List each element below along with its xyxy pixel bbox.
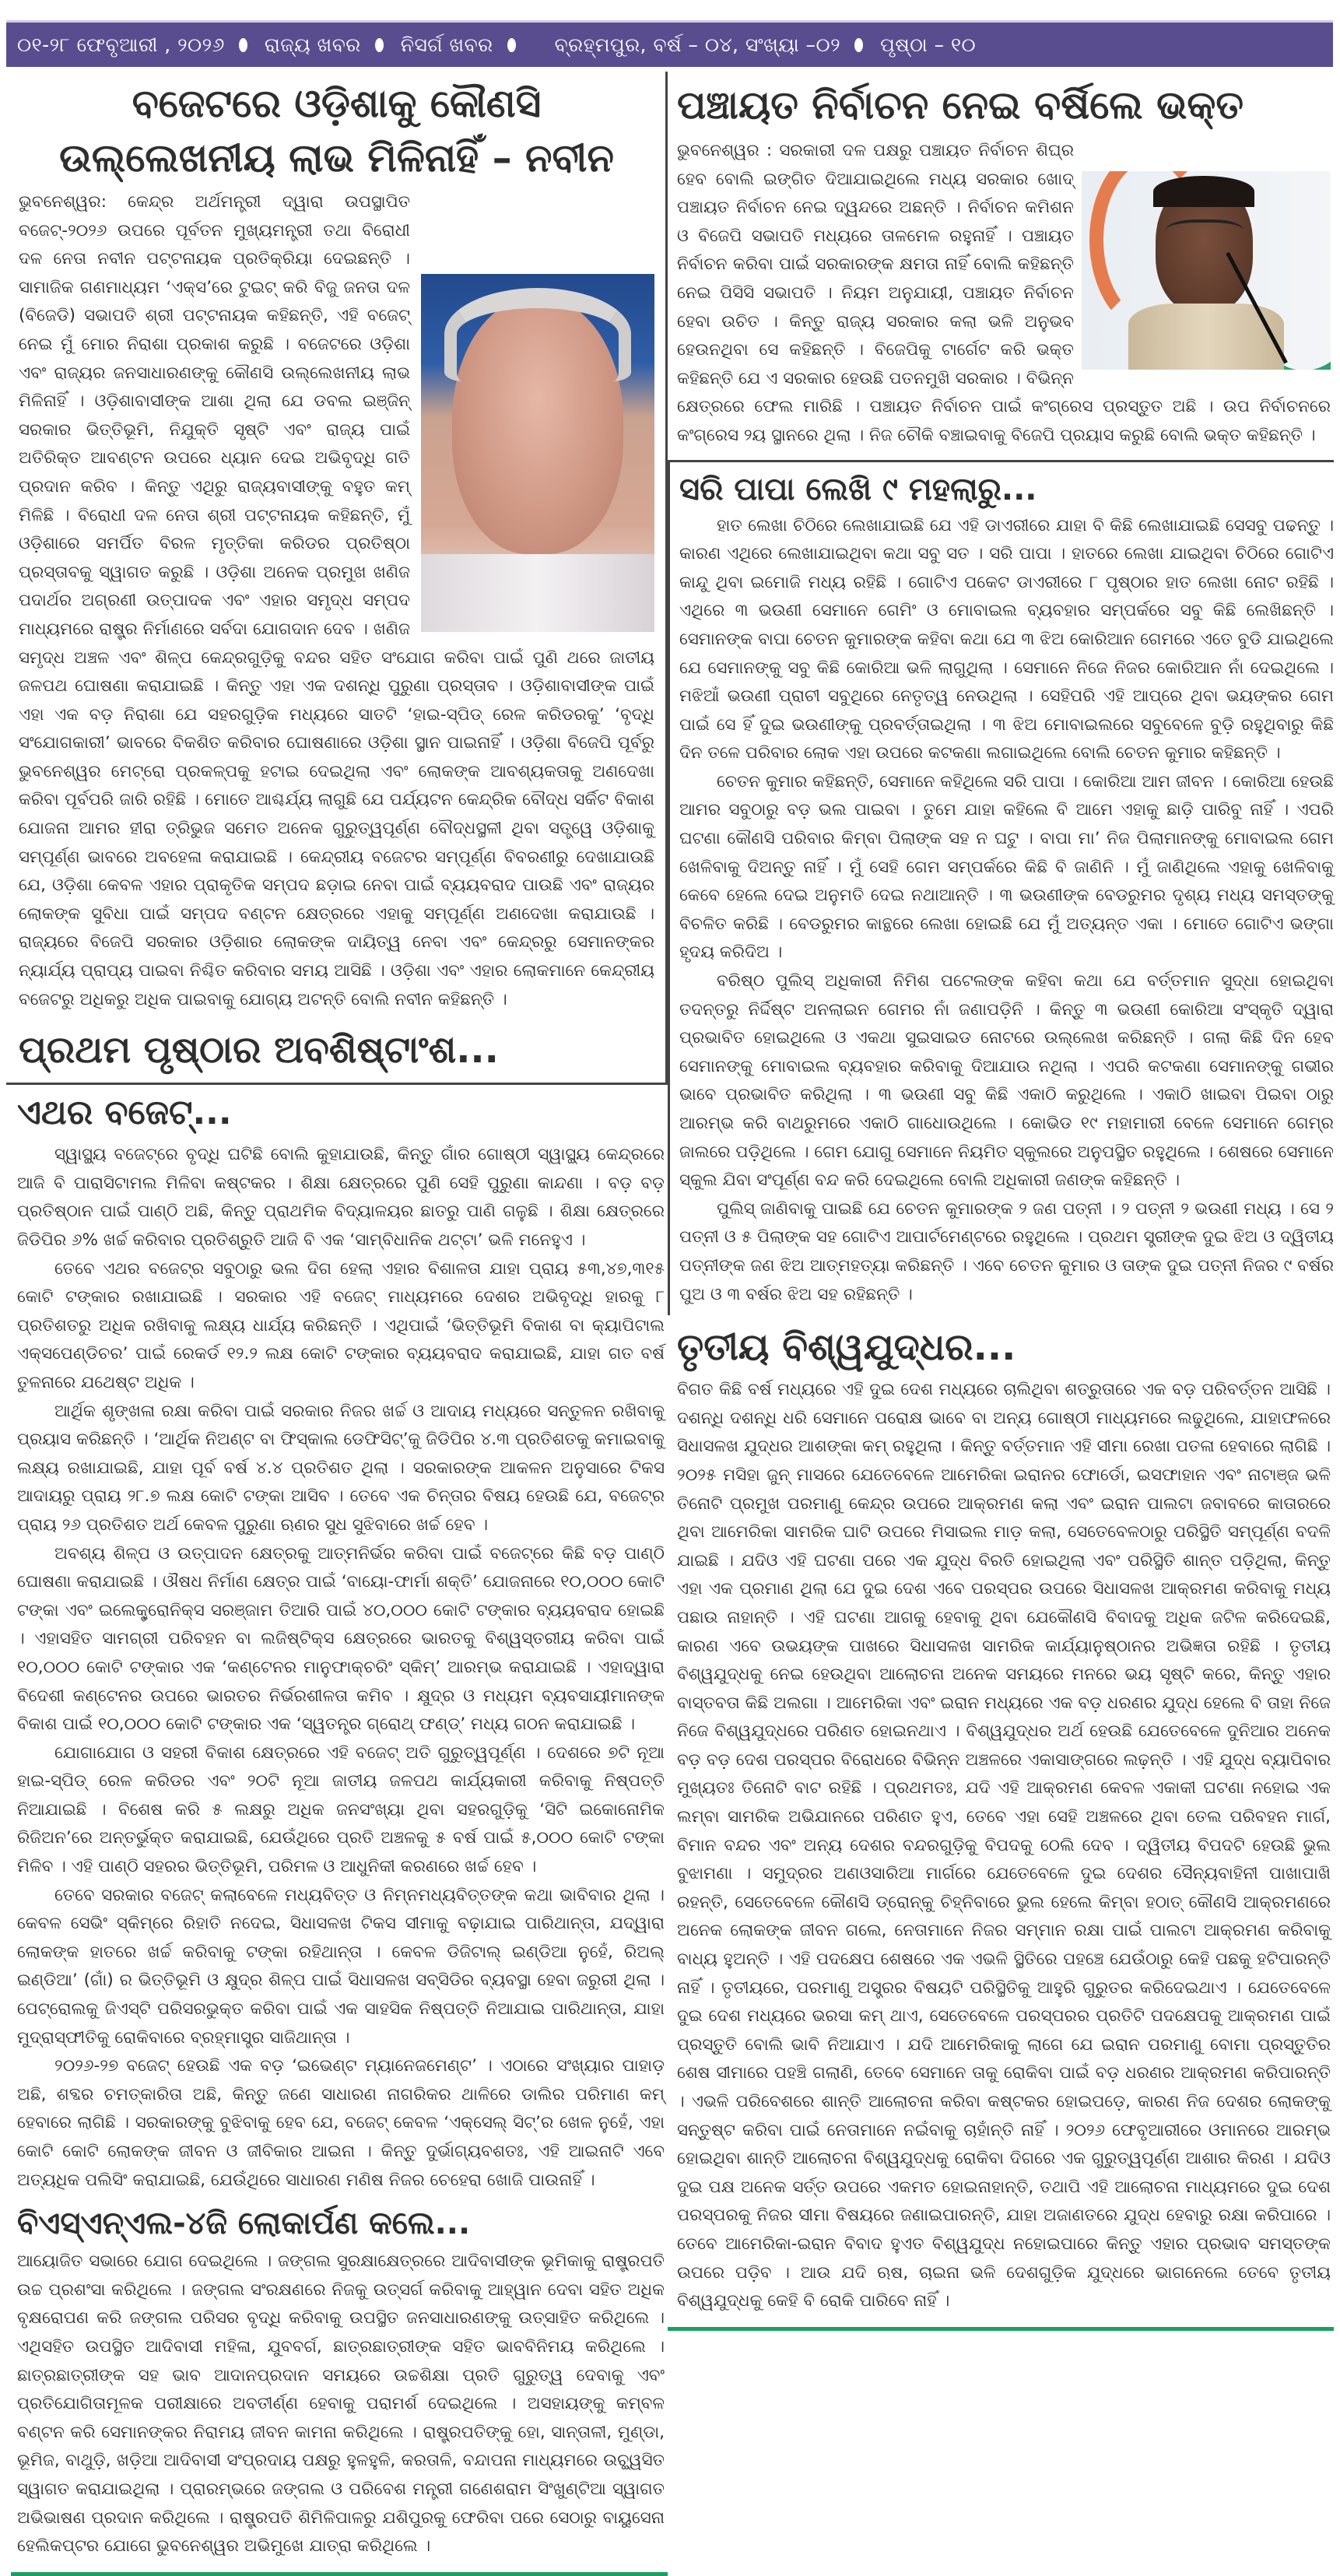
budget-paragraph: ୨୦୨୬-୨୭ ବଜେଟ୍ ହେଉଛି ଏକ ବଡ଼ ‘ଇଭେଣ୍ଟ ମ୍ୟାନେଜମେଣ୍ଟ’ । ଏଠାରେ ସଂଖ୍ୟାର ପାହାଡ଼ ଅଛି, ଶବ୍ଦର ଚମତ୍କାରିତା ଅଛି, କିନ୍ତୁ ଜଣେ ସାଧାରଣ ନାଗରିକର ଥାଳିରେ ଡାଲିର ପରିମାଣ କମ୍ ହେବାରେ ଲାଗିଛି । ସରକାରଙ୍କୁ ବୁଝିବାକୁ ହେବ ଯେ, ବଜେଟ୍ କେବଳ ‘ଏକ୍ସେଲ୍ ସିଟ୍’ର ଖେଳ ନୁହେଁ, ଏହା କୋଟି କୋଟି ଲୋକଙ୍କ ଜୀବନ ଓ ଜୀବିକାର ଆଇନା । କିନ୍ତୁ ଦୁର୍ଭାଗ୍ୟବଶତଃ, ଏହି ଆଇନାଟି ଏବେ ଅତ୍ୟଧିକ ପଲିସିଂ କରାଯାଇଛି, ଯେଉଁଥିରେ ସାଧାରଣ ମଣିଷ ନିଜର ଚେହେରା ଖୋଜି ପାଉନାହିଁ । <box>17 2056 665 2190</box>
section-title-world-war: ତୃତୀୟ ବିଶ୍ୱଯୁଦ୍ଧର... <box>677 1325 1016 1370</box>
article-sari-papa <box>668 460 1334 1316</box>
bullet-icon <box>375 38 384 52</box>
article-budget <box>6 1085 668 2561</box>
sari-papa-paragraph: ବରିଷ୍ଠ ପୁଲିସ୍ ଅଧିକାରୀ ନିମିଶ ପଟେଲଙ୍କ କହିବା କଥା ଯେ ବର୍ତ୍ତମାନ ସୁଦ୍ଧା ହୋଇଥିବା ତଦନ୍ତରୁ ନିର୍ଦ୍ଦିଷ୍ଟ ଅନଲାଇନ ଗେମର ନାଁ ଜଣାପଡ଼ିନି । କିନ୍ତୁ ୩ ଭଉଣୀ କୋରିଆ ସଂସ୍କୃତି ଦ୍ୱାରା ପ୍ରଭାବିତ ହୋଇଥିଲେ ଓ ଏକଥା ସୁଇସାଇଡ ନୋଟରେ ଉଲ୍ଲେଖ କରିଛନ୍ତି । ଗଲା କିଛି ଦିନ ହେବ ସେମାନଙ୍କୁ ମୋବାଇଲ ବ୍ୟବହାର କରିବାକୁ ଦିଆଯାଉ ନଥିଲା । ଏପରି କଟକଣା ସେମାନଙ୍କୁ ଗଭୀର ଭାବେ ପ୍ରଭାବିତ କରିଥିଲା । ୩ ଭଉଣୀ ସବୁ କିଛି ଏକାଠି କରୁଥିଲେ । ଏକାଠି ଖାଇବା ପିଇବା ଠାରୁ ଆରମ୍ଭ କରି ବାଥରୁମରେ ଏକାଠି ଗାଧୋଉଥିଲେ । କୋଭିଡ ୧୯ ମହାମାରୀ ବେଳେ ସେମାନେ ଗେମ୍‌ର ଜାଲରେ ପଡ଼ିଥିଲେ । ଗେମ ଯୋଗୁ ସେମାନେ ନିୟମିତ ସ୍କୁଲରେ ଅନୁପସ୍ଥିତ ରହୁଥିଲେ । ଶେଷରେ ସେମାନେ ସ୍କୁଲ ଯିବା ସଂପୂର୍ଣ୍ଣ ବନ୍ଦ କରି ଦେଇଥିଲେ ବୋଲି ଅଧିକାରୀ ଜଣଙ୍କ କହିଛନ୍ତି । <box>679 971 1334 1191</box>
section-title-sari-papa: ସରି ପାପା ଲେଖି ୯ ମହଲାରୁ... <box>679 471 1037 507</box>
section-title-bsnl: ବିଏସ୍‌ଏନ୍‌ଏଲ-୪ଜି ଲୋକାର୍ପଣ କଲେ... <box>17 2206 471 2242</box>
sari-papa-paragraph: ପୁଲିସ୍ ଜାଣିବାକୁ ପାଇଛି ଯେ ଚେତନ କୁମାରଙ୍କ ୨ ଜଣ ପତ୍ନୀ । ୨ ପତ୍ନୀ ୨ ଭଉଣୀ ମଧ୍ୟ । ସେ ୨ ପତ୍ନୀ ଓ ୫ ପିଲାଙ୍କ ସହ ଗୋଟିଏ ଆପାର୍ଟମେଣ୍ଟରେ ରହୁଥିଲେ । ପ୍ରଥମ ସ୍ତ୍ରୀଙ୍କ ଦୁଇ ଝିଅ ଓ ଦ୍ୱିତୀୟ ପତ୍ନୀଙ୍କ ଜଣ ଝିଅ ଆତ୍ମହତ୍ୟା କରିଛନ୍ତି । ଏବେ ଚେତନ କୁମାର ଓ ତାଙ୍କ ଦୁଇ ପତ୍ନୀ ନିଜର ୯ ବର୍ଷର ପୁଅ ଓ ୩ ବର୍ଷର ଝିଅ ସହ ରହିଛନ୍ତି । <box>679 1199 1334 1304</box>
portrait-hair <box>1153 176 1254 207</box>
budget-paragraph: ସ୍ୱାସ୍ଥ୍ୟ ବଜେଟ୍‌ରେ ବୃଦ୍ଧି ଘଟିଛି ବୋଲି କୁହାଯାଉଛି, କିନ୍ତୁ ଗାଁର ଗୋଷ୍ଠୀ ସ୍ୱାସ୍ଥ୍ୟ କେନ୍ଦ୍ରରେ ଆଜି ବି ପାରାସିଟାମଲ ମିଳିବା କଷ୍ଟକର । ଶିକ୍ଷା କ୍ଷେତ୍ରରେ ପୁଣି ସେହି ପୁରୁଣା କାନ୍ଦଣା । ବଡ଼ ବଡ଼ ପ୍ରତିଷ୍ଠାନ ପାଇଁ ପାଣ୍ଠି ଅଛି, କିନ୍ତୁ ପ୍ରାଥମିକ ବିଦ୍ୟାଳୟର ଛାତରୁ ପାଣି ଗଳୁଛି । ଶିକ୍ଷା କ୍ଷେତ୍ରରେ ଜିଡିପିର ୬% ଖର୍ଚ୍ଚ କରିବାର ପ୍ରତିଶ୍ରୁତି ଆଜି ବି ଏକ ‘ସାମ୍ବିଧାନିକ ଥଟ୍ଟା’ ଭଳି ମନେହୁଏ । <box>17 1145 665 1250</box>
page-columns <box>0 72 1340 2576</box>
sari-papa-paragraph: ଚେତନ କୁମାର କହିଛନ୍ତି, ସେମାନେ କହିଥିଲେ ସରି ପାପା । କୋରିଆ ଆମ ଜୀବନ । କୋରିଆ ହେଉଛି ଆମର ସବୁଠାରୁ ବଡ଼ ଭଲ ପାଇବା । ତୁମେ ଯାହା କହିଲେ ବି ଆମେ ଏହାକୁ ଛାଡ଼ି ପାରିବୁ ନାହିଁ । ଏପରି ଘଟଣା କୌଣସି ପରିବାର କିମ୍ବା ପିଲାଙ୍କ ସହ ନ ଘଟୁ । ବାପା ମା’ ନିଜ ପିଲାମାନଙ୍କୁ ମୋବାଇଲ ଗେମ ଖେଳିବାକୁ ଦିଅନ୍ତୁ ନାହିଁ । ମୁଁ ସେହି ଗେମ ସମ୍ପର୍କରେ କିଛି ବି ଜାଣିନି । ମୁଁ ଜାଣିଥିଲେ ଏହାକୁ ଖେଳିବାକୁ କେବେ ହେଲେ ଦେଇ ଅନୁମତି ଦେଇ ନଥାଆନ୍ତି । ୩ ଭଉଣୀଙ୍କ ବେଡରୁମର ଦୃଶ୍ୟ ମଧ୍ୟ ସମସ୍ତଙ୍କୁ ବିଚଳିତ କରିଛି । ବେଡରୁମର କାନ୍ଥରେ ଲେଖା ହୋଇଛି ଯେ ମୁଁ ଅତ୍ୟନ୍ତ ଏକା । ମୋତେ ଗୋଟିଏ ଭଙ୍ଗା ହୃଦୟ କରିଦିଅ । <box>679 771 1334 963</box>
article-body-naveen: ଭୁବନେଶ୍ୱର: କେନ୍ଦ୍ର ଅର୍ଥମନ୍ତ୍ରୀ ଦ୍ୱାରା ଉପସ୍ଥାପିତ ବଜେଟ୍-୨୦୨୬ ଉପରେ ପୂର୍ବତନ ମୁଖ୍ୟମନ୍ତ୍ରୀ ତଥା ବିରୋଧୀ ଦଳ ନେତା ନବୀନ ପଟ୍ଟନାୟକ ପ୍ରତିକ୍ରିୟା ଦେଇଛନ୍ତି । ସାମାଜିକ ଗଣମାଧ୍ୟମ ‘ଏକ୍ସ’ରେ ଟୁଇଟ୍ କରି ବିଜୁ ଜନତା ଦଳ (ବିଜେଡି) ସଭାପତି ଶ୍ରୀ ପଟ୍ଟନାୟକ କହିଛନ୍ତି, ଏହି ବଜେଟ୍ ନେଇ ମୁଁ ମୋର ନିରାଶା ପ୍ରକାଶ କରୁଛି । ବଜେଟରେ ଓଡ଼ିଶା ଏବଂ ରାଜ୍ୟର ଜନସାଧାରଣଙ୍କୁ କୌଣସି ଉଲ୍ଲେଖନୀୟ ଲାଭ ମିଳିନାହିଁ । ଓଡ଼ିଶାବାସୀଙ୍କ ଆଶା ଥିଲା ଯେ ଡବଲ ଇଞ୍ଜିନ୍ ସରକାର ଭିତ୍ତିଭୂମି, ନିଯୁକ୍ତି ସୃଷ୍ଟି ଏବଂ ରାଜ୍ୟ ପାଇଁ ଅତିରିକ୍ତ ଆବଣ୍ଟନ ଉପରେ ଧ୍ୟାନ ଦେଇ ଅଭିବୃଦ୍ଧି ଗତି ପ୍ରଦାନ କରିବ । କିନ୍ତୁ ଏଥିରୁ ରାଜ୍ୟବାସୀଙ୍କୁ ବହୁତ କମ୍ ମିଳିଛି । ବିରୋଧୀ ଦଳ ନେତା ଶ୍ରୀ ପଟ୍ଟନାୟକ କହିଛନ୍ତି, ମୁଁ ଓଡ଼ିଶାରେ ସମର୍ପିତ ବିରଳ ମୃତ୍ତିକା କରିଡର ପ୍ରତିଷ୍ଠା ପ୍ରସ୍ତାବକୁ ସ୍ୱାଗତ କରୁଛି । ଓଡ଼ିଶା ଅନେକ ପ୍ରମୁଖ ଖଣିଜ ପଦାର୍ଥର ଅଗ୍ରଣୀ ଉତ୍ପାଦକ ଏବଂ ଏହାର ସମୃଦ୍ଧ ସମ୍ପଦ ମାଧ୍ୟମରେ ରାଷ୍ଟ୍ର ନିର୍ମାଣରେ ସର୍ବଦା ଯୋଗଦାନ ଦେବ । ଖଣିଜ ସମୃଦ୍ଧ ଅଞ୍ଚଳ ଏବଂ ଶିଳ୍ପ କେନ୍ଦ୍ରଗୁଡ଼ିକୁ ବନ୍ଦର ସହିତ ସଂଯୋଗ କରିବା ପାଇଁ ପୁଣି ଥରେ ଜାତୀୟ ଜଳପଥ ଘୋଷଣା କରାଯାଇଛି । କିନ୍ତୁ ଏହା ଏକ ଦଶନ୍ଧି ପୁରୁଣା ପ୍ରସ୍ତାବ । ଓଡ଼ିଶାବାସୀଙ୍କ ପାଇଁ ଏହା ଏକ ବଡ଼ ନିରାଶା ଯେ ସହରଗୁଡ଼ିକ ମଧ୍ୟରେ ସାତଟି ‘ହାଇ-ସ୍ପିଡ୍ ରେଳ କରିଡରକୁ’ ‘ବୃଦ୍ଧି ସଂଯୋଗକାରୀ’ ଭାବରେ ବିକଶିତ କରିବାର ଘୋଷଣାରେ ଓଡ଼ିଶା ସ୍ଥାନ ପାଇନାହିଁ । ଓଡ଼ିଶା ବିଜେପି ପୂର୍ବରୁ ଭୁବନେଶ୍ୱର ମେଟ୍ରୋ ପ୍ରକଳ୍ପକୁ ହଟାଇ ଦେଇଥିଲା ଏବଂ ଲୋକଙ୍କ ଆବଶ୍ୟକତାକୁ ଅଣଦେଖା କରିବା ପୂର୍ବପରି ଜାରି ରହିଛି । ମୋତେ ଆଶ୍ଚର୍ଯ୍ୟ ଲାଗୁଛି ଯେ ପର୍ଯ୍ୟଟନ କେନ୍ଦ୍ରିକ ବୌଦ୍ଧ ସର୍କିଟ ବିକାଶ ଯୋଜନା ଆମର ହୀରା ତ୍ରିଭୁଜ ସମେତ ଅନେକ ଗୁରୁତ୍ୱପୂର୍ଣ୍ଣ ବୌଦ୍ଧସ୍ଥଳୀ ଥିବା ସତ୍ତ୍ୱେ ଓଡ଼ିଶାକୁ ସମ୍ପୂର୍ଣ୍ଣ ଭାବରେ ଅବହେଳା କରାଯାଇଛି । କେନ୍ଦ୍ରୀୟ ବଜେଟର ସମ୍ପୂର୍ଣ୍ଣ ବିବରଣୀରୁ ଦେଖାଯାଉଛି ଯେ, ଓଡ଼ିଶା କେବଳ ଏହାର ପ୍ରାକୃତିକ ସମ୍ପଦ ଛଡ଼ାଇ ନେବା ପାଇଁ ବ୍ୟୟବରାଦ ପାଉଛି ଏବଂ ରାଜ୍ୟର ଲୋକଙ୍କ ସୁବିଧା ପାଇଁ ସମ୍ପଦ ବଣ୍ଟନ କ୍ଷେତ୍ରରେ ଏହାକୁ ସମ୍ପୂର୍ଣ୍ଣ ଅଣଦେଖା କରାଯାଉଛି । ରାଜ୍ୟରେ ବିଜେପି ସରକାର ଓଡ଼ିଶାର ଲୋକଙ୍କ ଦାୟିତ୍ୱ ନେବା ଏବଂ କେନ୍ଦ୍ରରୁ ସେମାନଙ୍କର ନ୍ୟାର୍ଯ୍ୟ ପ୍ରାପ୍ୟ ପାଇବା ନିଶ୍ଚିତ କରିବାର ସମୟ ଆସିଛି । ଓଡ଼ିଶା ଏବଂ ଏହାର ଲୋକମାନେ କେନ୍ଦ୍ରୀୟ ବଜେଟରୁ ଅଧିକରୁ ଅଧିକ ପାଇବାକୁ ଯୋଗ୍ୟ ଅଟନ୍ତି ବୋଲି ନବୀନ କହିଛନ୍ତି । <box>19 192 654 1009</box>
edition-info: ବ୍ରହ୍ମପୁର, ବର୍ଷ – ୦୪, ସଂଖ୍ୟା –୦୨ <box>554 33 841 56</box>
page-number: ପୃଷ୍ଠା – ୧୦ <box>880 33 977 56</box>
budget-paragraph: ତେବେ ସରକାର ବଜେଟ୍ କଲାବେଳେ ମଧ୍ୟବିତ୍ତ ଓ ନିମ୍ନମଧ୍ୟବିତ୍ତଙ୍କ କଥା ଭାବିବାର ଥିଲା । କେବଳ ସେଭିଂ ସ୍କିମ୍‌ରେ ରିହାତି ନଦେଇ, ସିଧାସଳଖ ଟିକସ ସୀମାକୁ ବଢ଼ାଯାଇ ପାରିଥାନ୍ତା, ଯଦ୍ୱାରା ଲୋକଙ୍କ ହାତରେ ଖର୍ଚ୍ଚ କରିବାକୁ ଟଙ୍କା ରହିଥାନ୍ତା । କେବଳ ଡିଜିଟାଲ୍ ଇଣ୍ଡିଆ ନୁହେଁ, ରିଅଲ୍ ଇଣ୍ଡିଆ’ (ଗାଁ) ର ଭିତ୍ତିଭୂମି ଓ କ୍ଷୁଦ୍ର ଶିଳ୍ପ ପାଇଁ ସିଧାସଳଖ ସବ୍‌ସିଡିର ବ୍ୟବସ୍ଥା ହେବା ଜରୁରୀ ଥିଲା । ପେଟ୍ରୋଲକୁ ଜିଏସ୍‌ଟି ପରିସରଭୁକ୍ତ କରିବା ପାଇଁ ଏକ ସାହସିକ ନିଷ୍ପତ୍ତି ନିଆଯାଇ ପାରିଥାନ୍ତା, ଯାହା ମୁଦ୍ରାସ୍ଫୀତିକୁ ରୋକିବାରେ ବ୍ରହ୍ମାସ୍ତ୍ର ସାଜିଥାନ୍ତା । <box>17 1885 665 2048</box>
bullet-icon <box>507 38 516 52</box>
bullet-icon <box>239 38 247 52</box>
sari-papa-paragraph: ହାତ ଲେଖା ଚିଠିରେ ଲେଖାଯାଇଛି ଯେ ଏହି ଡାଏରୀରେ ଯାହା ବି କିଛି ଲେଖାଯାଇଛି ସେସବୁ ପଢନ୍ତୁ । କାରଣ ଏଥିରେ ଲେଖାଯାଇଥିବା କଥା ସବୁ ସତ । ସରି ପାପା । ହାତରେ ଲେଖା ଯାଇଥିବା ଚିଠିରେ ଗୋଟିଏ କାନ୍ଦୁ ଥିବା ଇମୋଜି ମଧ୍ୟ ରହିଛି । ଗୋଟିଏ ପକେଟ ଡାଏରୀରେ ୮ ପୃଷ୍ଠାର ହାତ ଲେଖା ନୋଟ ରହିଛି । ଏଥିରେ ୩ ଭଉଣୀ ସେମାନେ ଗେମିଂ ଓ ମୋବାଇଲ ବ୍ୟବହାର ସମ୍ପର୍କରେ ସବୁ କିଛି ଲେଖିଛନ୍ତି । ସେମାନଙ୍କ ବାପା ଚେତନ କୁମାରଙ୍କ କହିବା କଥା ଯେ ୩ ଝିଅ କୋରିଆନ ଗେମରେ ଏତେ ବୁଡି ଯାଇଥିଲେ ଯେ ସେମାନଙ୍କୁ ସବୁ କିଛି କୋରିଆ ଭଳି ଲାଗୁଥିଲା । ସେମାନେ ନିଜେ ନିଜର କୋରିଆନ ନାଁ ଦେଇଥିଲେ । ମଝିଆଁ ଭଉଣୀ ପ୍ରାଚୀ ସବୁଥିରେ ନେତୃତ୍ୱ ନେଉଥିଲା । ସେହିପରି ଏହି ଆପ୍‌ରେ ଥିବା ଭୟଙ୍କର ଗେମ ପାଇଁ ସେ ହିଁ ଦୁଇ ଭଉଣୀଙ୍କୁ ପ୍ରବର୍ତ୍ତାଇଥିଲା । ୩ ଝିଅ ମୋବାଇଲରେ ସବୁବେଳେ ବୁଡ଼ି ରହୁଥିବାରୁ କିଛି ଦିନ ତଳେ ପରିବାର ଲୋକ ଏହା ଉପରେ କଟକଣା ଲଗାଇଥିଲେ ବୋଲି ଚେତନ କୁମାର କହିଛନ୍ତି । <box>679 515 1334 763</box>
footer-rule-right <box>668 2327 1334 2331</box>
headline-naveen-line1: ବଜେଟରେ ଓଡ଼ିଶାକୁ କୌଣସି <box>132 81 542 126</box>
left-column <box>6 72 668 2576</box>
photo-bhakta <box>1082 171 1331 370</box>
budget-paragraph: ତେବେ ଏଥର ବଜେଟ୍‌ର ସବୁଠାରୁ ଭଲ ଦିଗ ହେଲା ଏହାର ବିଶାଳତା ଯାହା ପ୍ରାୟ ୫୩,୪୭,୩୧୫ କୋଟି ଟଙ୍କାର ରଖାଯାଇଛି । ସରକାର ଏହି ବଜେଟ୍ ମାଧ୍ୟମରେ ଦେଶର ଅଭିବୃଦ୍ଧି ହାରକୁ ୮ ପ୍ରତିଶତରୁ ଅଧିକ ରଖିବାକୁ ଲକ୍ଷ୍ୟ ଧାର୍ଯ୍ୟ କରିଛନ୍ତି । ଏଥିପାଇଁ ‘ଭିତ୍ତିଭୂମି ବିକାଶ ବା କ୍ୟାପିଟାଲ ଏକ୍ସପେଣ୍ଡିଚର’ ପାଇଁ ରେକର୍ଡ ୧୨.୨ ଲକ୍ଷ କୋଟି ଟଙ୍କାର ବ୍ୟୟବରାଦ କରାଯାଇଛି, ଯାହା ଗତ ବର୍ଷ ତୁଳନାରେ ଯଥେଷ୍ଟ ଅଧିକ । <box>17 1258 665 1392</box>
section-title-budget: ଏଥର ବଜେଟ୍... <box>17 1093 232 1133</box>
world-war-body: ବିଗତ କିଛି ବର୍ଷ ମଧ୍ୟରେ ଏହି ଦୁଇ ଦେଶ ମଧ୍ୟରେ ଚାଲିଥିବା ଶତ୍ରୁତାରେ ଏକ ବଡ଼ ପରିବର୍ତ୍ତନ ଆସିଛି । ଦଶନ୍ଧି ଦଶନ୍ଧି ଧରି ସେମାନେ ପରୋକ୍ଷ ଭାବେ ବା ଅନ୍ୟ ଗୋଷ୍ଠୀ ମାଧ୍ୟମରେ ଲଢୁଥିଲେ, ଯାହାଫଳରେ ସିଧାସଳଖ ଯୁଦ୍ଧର ଆଶଙ୍କା କମ୍ ରହୁଥିଲା । କିନ୍ତୁ ବର୍ତ୍ତମାନ ଏହି ସୀମା ରେଖା ପତଳା ହେବାରେ ଲାଗିଛି । ୨୦୨୫ ମସିହା ଜୁନ୍ ମାସରେ ଯେତେବେଳେ ଆମେରିକା ଇରାନର ଫୋର୍ଡୋ, ଇସଫାହାନ ଏବଂ ନାଟାଞ୍ଜ ଭଳି ତିନୋଟି ପ୍ରମୁଖ ପରମାଣୁ କେନ୍ଦ୍ର ଉପରେ ଆକ୍ରମଣ କଲା ଏବଂ ଇରାନ ପାଲଟା ଜବାବରେ କାତାରରେ ଥିବା ଆମେରିକା ସାମରିକ ଘାଟି ଉପରେ ମିସାଇଲ ମାଡ଼ କଲା, ସେତେବେଳଠାରୁ ପରିସ୍ଥିତି ସମ୍ପୂର୍ଣ୍ଣ ବଦଳି ଯାଇଛି । ଯଦିଓ ଏହି ଘଟଣା ପରେ ଏକ ଯୁଦ୍ଧ ବିରତି ହୋଇଥିଲା ଏବଂ ପରିସ୍ଥିତି ଶାନ୍ତ ପଡ଼ିଥିଲା, କିନ୍ତୁ ଏହା ଏକ ପ୍ରମାଣ ଥିଲା ଯେ ଦୁଇ ଦେଶ ଏବେ ପରସ୍ପର ଉପରେ ସିଧାସଳଖ ଆକ୍ରମଣ କରିବାକୁ ମଧ୍ୟ ପଛାଉ ନାହାନ୍ତି । ଏହି ଘଟଣା ଆଗକୁ ହେବାକୁ ଥିବା ଯେକୌଣସି ବିବାଦକୁ ଅଧିକ ଜଟିଳ କରିଦେଇଛି, କାରଣ ଏବେ ଉଭୟଙ୍କ ପାଖରେ ସିଧାସଳଖ ସାମରିକ କାର୍ଯ୍ୟାନୁଷ୍ଠାନର ଅଭିଜ୍ଞତା ରହିଛି । ତୃତୀୟ ବିଶ୍ୱଯୁଦ୍ଧକୁ ନେଇ ହେଉଥିବା ଆଲୋଚନା ଅନେକ ସମୟରେ ମନରେ ଭୟ ସୃଷ୍ଟି କରେ, କିନ୍ତୁ ଏହାର ବାସ୍ତବତା କିଛି ଅଲଗା । ଆମେରିକା ଏବଂ ଇରାନ ମଧ୍ୟରେ ଏକ ବଡ଼ ଧରଣର ଯୁଦ୍ଧ ହେଲେ ବି ତାହା ନିଜେ ନିଜେ ବିଶ୍ୱଯୁଦ୍ଧରେ ପରିଣତ ହୋଇନଥାଏ । ବିଶ୍ୱଯୁଦ୍ଧର ଅର୍ଥ ହେଉଛି ଯେତେବେଳେ ଦୁନିଆର ଅନେକ ବଡ଼ ବଡ଼ ଦେଶ ପରସ୍ପର ବିରୋଧରେ ବିଭିନ୍ନ ଅଞ୍ଚଳରେ ଏକାସାଙ୍ଗରେ ଲଢ଼ନ୍ତି । ଏହି ଯୁଦ୍ଧ ବ୍ୟାପିବାର ମୁଖ୍ୟତଃ ତିନୋଟି ବାଟ ରହିଛି । ପ୍ରଥମତଃ, ଯଦି ଏହି ଆକ୍ରମଣ କେବଳ ଏକାକୀ ଘଟଣା ନହୋଇ ଏକ ଲମ୍ବା ସାମରିକ ଅଭିଯାନରେ ପରିଣତ ହୁଏ, ତେବେ ଏହା ସେହି ଅଞ୍ଚଳରେ ଥିବା ତେଲ ପରିବହନ ମାର୍ଗ, ବିମାନ ବନ୍ଦର ଏବଂ ଅନ୍ୟ ଦେଶର ବନ୍ଦରଗୁଡ଼ିକୁ ବିପଦକୁ ଠେଲି ଦେବ । ଦ୍ୱିତୀୟ ବିପଦଟି ହେଉଛି ଭୁଲ ବୁଝାମଣା । ସମୁଦ୍ରର ଅଣଓସାରିଆ ମାର୍ଗରେ ଯେତେବେଳେ ଦୁଇ ଦେଶର ସୈନ୍ୟବାହିନୀ ପାଖାପାଖି ରହନ୍ତି, ସେତେବେଳେ କୌଣସି ଡ୍ରୋନ୍‌କୁ ଚିହ୍ନିବାରେ ଭୁଲ ହେଲେ କିମ୍ବା ହଠାତ୍ କୌଣସି ଆକ୍ରମଣରେ ଅନେକ ଲୋକଙ୍କ ଜୀବନ ଗଲେ, ନେତାମାନେ ନିଜର ସମ୍ମାନ ରକ୍ଷା ପାଇଁ ପାଲଟା ଆକ୍ରମଣ କରିବାକୁ ବାଧ୍ୟ ହୁଅନ୍ତି । ଏହି ପଦକ୍ଷେପ ଶେଷରେ ଏକ ଏଭଳି ସ୍ଥିତିରେ ପହଞ୍ଚେ ଯେଉଁଠାରୁ କେହି ପଛକୁ ହଟିପାରନ୍ତି ନାହିଁ । ତୃତୀୟରେ, ପରମାଣୁ ଅସ୍ତ୍ରର ବିଷୟଟି ପରିସ୍ଥିତିକୁ ଆହୁରି ଗୁରୁତର କରିଦେଇଥାଏ । ଯେତେବେଳେ ଦୁଇ ଦେଶ ମଧ୍ୟରେ ଭରସା କମ୍ ଥାଏ, ସେତେବେଳେ ପରସ୍ପରର ପ୍ରତିଟି ପଦକ୍ଷେପକୁ ଆକ୍ରମଣ ପାଇଁ ପ୍ରସ୍ତୁତି ବୋଲି ଭାବି ନିଆଯାଏ । ଯଦି ଆମେରିକାକୁ ଲାଗେ ଯେ ଇରାନ ପରମାଣୁ ବୋମା ପ୍ରସ୍ତୁତିର ଶେଷ ସୀମାରେ ପହଞ୍ଚି ଗଲାଣି, ତେବେ ସେମାନେ ତାକୁ ରୋକିବା ପାଇଁ ବଡ଼ ଧରଣର ଆକ୍ରମଣ କରିପାରନ୍ତି । ଏଭଳି ପରିବେଶରେ ଶାନ୍ତି ଆଲୋଚନା କରିବା କଷ୍ଟକର ହୋଇପଡ଼େ, କାରଣ ନିଜ ଦେଶର ଲୋକଙ୍କୁ ସନ୍ତୁଷ୍ଟ କରିବା ପାଇଁ ନେତାମାନେ ନଇଁବାକୁ ଚାହାଁନ୍ତି ନାହିଁ । ୨୦୨୬ ଫେବୃଆରୀରେ ଓମାନରେ ଆରମ୍ଭ ହୋଇଥିବା ଶାନ୍ତି ଆଲୋଚନା ବିଶ୍ୱଯୁଦ୍ଧକୁ ରୋକିବା ଦିଗରେ ଏକ ଗୁରୁତ୍ୱପୂର୍ଣ୍ଣ ଆଶାର କିରଣ । ଯଦିଓ ଦୁଇ ପକ୍ଷ ଅନେକ ସର୍ତ୍ତ ଉପରେ ଏକମତ ହୋଇନାହାନ୍ତି, ତଥାପି ଏହି ଆଲୋଚନା ମାଧ୍ୟମରେ ଦୁଇ ଦେଶ ପରସ୍ପରକୁ ନିଜର ସୀମା ବିଷୟରେ ଜଣାଇପାରନ୍ତି, ଯାହା ଅଜାଣତରେ ଯୁଦ୍ଧ ହେବାରୁ ରକ୍ଷା କରିପାରେ । ତେବେ ଆମେରିକା-ଇରାନ ବିବାଦ ହୁଏତ ବିଶ୍ୱଯୁଦ୍ଧ ନହୋଇପାରେ କିନ୍ତୁ ଏହାର ପ୍ରଭାବ ସମସ୍ତଙ୍କ ଉପରେ ପଡ଼ିବ । ଆଉ ଯଦି ଋଷ, ଚାଇନା ଭଳି ଦେଶଗୁଡ଼ିକ ଯୁଦ୍ଧରେ ଭାଗନେଲେ ତେବେ ତୃତୀୟ ବିଶ୍ୱଯୁଦ୍ଧକୁ କେହି ବି ରୋକି ପାରିବେ ନାହିଁ । <box>677 1380 1331 2311</box>
issue-date: ୦୧-୨୮ ଫେବୃଆରୀ , ୨୦୨୬ <box>17 33 225 56</box>
budget-paragraph: ଆର୍ଥିକ ଶୃଙ୍ଖଳା ରକ୍ଷା କରିବା ପାଇଁ ସରକାର ନିଜର ଖର୍ଚ୍ଚ ଓ ଆଦାୟ ମଧ୍ୟରେ ସନ୍ତୁଳନ ରଖିବାକୁ ପ୍ରୟାସ କରିଛନ୍ତି । ‘ଆର୍ଥିକ ନିଅଣ୍ଟ ବା ଫିସ୍କାଲ ଡେଫିସିଟ୍’କୁ ଜିଡିପିର ୪.୩ ପ୍ରତିଶତକୁ କମାଇବାକୁ ଲକ୍ଷ୍ୟ ରଖାଯାଇଛି, ଯାହା ପୂର୍ବ ବର୍ଷ ୪.୪ ପ୍ରତିଶତ ଥିଲା । ସରକାରଙ୍କ ଆକଳନ ଅନୁସାରେ ଟିକସ ଆଦାୟରୁ ପ୍ରାୟ ୨୮.୭ ଲକ୍ଷ କୋଟି ଟଙ୍କା ଆସିବ । ତେବେ ଏକ ଚିନ୍ତାର ବିଷୟ ହେଉଛି ଯେ, ବଜେଟ୍‌ର ପ୍ରାୟ ୨୬ ପ୍ରତିଶତ ଅର୍ଥ କେବଳ ପୁରୁଣା ଋଣର ସୁଧ ସୁଝିବାରେ ଖର୍ଚ୍ଚ ହେବ । <box>17 1401 665 1535</box>
footer-rule-left <box>11 2572 668 2576</box>
photo-naveen <box>421 274 654 632</box>
portrait-glasses <box>1166 219 1244 246</box>
bsnl-body: ଆୟୋଜିତ ସଭାରେ ଯୋଗ ଦେଇଥିଲେ । ଜଙ୍ଗଲ ସୁରକ୍ଷାକ୍ଷେତ୍ରରେ ଆଦିବାସୀଙ୍କ ଭୂମିକାକୁ ରାଷ୍ଟ୍ରପତି ଉଚ୍ଚ ପ୍ରଶଂସା କରିଥିଲେ । ଜଙ୍ଗଲ ସଂରକ୍ଷଣରେ ନିଜକୁ ଉତ୍ସର୍ଗ କରିବାକୁ ଆହ୍ୱାନ ଦେବା ସହିତ ଅଧିକ ବୃକ୍ଷରୋପଣ କରି ଜଙ୍ଗଲ ପରିସର ବୃଦ୍ଧି କରିବାକୁ ଉପସ୍ଥିତ ଜନସାଧାରଣଙ୍କୁ ଉତ୍ସାହିତ କରିଥିଲେ । ଏଥିସହିତ ଉପସ୍ଥିତ ଆଦିବାସୀ ମହିଳା, ଯୁବବର୍ଗ, ଛାତ୍ରଛାତ୍ରୀଙ୍କ ସହିତ ଭାବବିନିମୟ କରିଥିଲେ । ଛାତ୍ରଛାତ୍ରୀଙ୍କ ସହ ଭାବ ଆଦାନପ୍ରଦାନ ସମୟରେ ଉଚ୍ଚଶିକ୍ଷା ପ୍ରତି ଗୁରୁତ୍ୱ ଦେବାକୁ ଏବଂ ପ୍ରତିଯୋଗିତାମୂଳକ ପରୀକ୍ଷାରେ ଅବତୀର୍ଣ୍ଣ ହେବାକୁ ପରାମର୍ଶ ଦେଇଥିଲେ । ଅସହାୟଙ୍କୁ କମ୍ବଳ ବଣ୍ଟନ କରି ସେମାନଙ୍କର ନିରାମୟ ଜୀବନ କାମନା କରିଥିଲେ । ରାଷ୍ଟ୍ରପତିଙ୍କୁ ହୋ, ସାନ୍ତାଳୀ, ମୁଣ୍ଡା, ଭୂମିଜ, ବାଥୁଡ଼ି, ଖଡ଼ିଆ ଆଦିବାସୀ ସଂପ୍ରଦାୟ ପକ୍ଷରୁ ହୁଳହୁଳି, କରତାଳି, ବନ୍ଦାପନା ମାଧ୍ୟମରେ ଉଚ୍ଛ୍ୱସିତ ସ୍ୱାଗତ କରାଯାଇଥିଲା । ପ୍ରାରମ୍ଭରେ ଜଙ୍ଗଲ ଓ ପରିବେଶ ମନ୍ତ୍ରୀ ଗଣେଶରାମ ସିଂଖୁଣ୍ଟିଆ ସ୍ୱାଗତ ଅଭିଭାଷଣ ପ୍ରଦାନ କରିଥିଲେ । ରାଷ୍ଟ୍ରପତି ଶିମିଳିପାଳରୁ ଯଶିପୁରକୁ ଫେରିବା ପରେ ସେଠାରୁ ବାୟୁସେନା ହେଲିକପ୍ଟର ଯୋଗେ ଭୁବନେଶ୍ୱର ଅଭିମୁଖେ ଯାତ୍ରା କରିଥିଲେ । <box>17 2251 665 2557</box>
bullet-icon <box>854 38 863 52</box>
budget-paragraph: ଅବଶ୍ୟ ଶିଳ୍ପ ଓ ଉତ୍ପାଦନ କ୍ଷେତ୍ରକୁ ଆତ୍ମନିର୍ଭର କରିବା ପାଇଁ ବଜେଟ୍‌ରେ କିଛି ବଡ଼ ପାଣ୍ଠି ଘୋଷଣା କରାଯାଇଛି । ଔଷଧ ନିର୍ମାଣ କ୍ଷେତ୍ର ପାଇଁ ‘ବାୟୋ-ଫାର୍ମା ଶକ୍ତି’ ଯୋଜନାରେ ୧୦,୦୦୦ କୋଟି ଟଙ୍କା ଏବଂ ଇଲେକ୍ଟ୍ରୋନିକ୍ସ ସରଞ୍ଜାମ ତିଆରି ପାଇଁ ୪୦,୦୦୦ କୋଟି ଟଙ୍କାର ବ୍ୟୟବରାଦ ହୋଇଛି । ଏହାସହିତ ସାମଗ୍ରୀ ପରିବହନ ବା ଲଜିଷ୍ଟିକ୍ସ କ୍ଷେତ୍ରରେ ଭାରତକୁ ବିଶ୍ୱସ୍ତରୀୟ କରିବା ପାଇଁ ୧୦,୦୦୦ କୋଟି ଟଙ୍କାର ଏକ ‘କଣ୍ଟେନର ମାନୁଫାକ୍ଚରିଂ ସ୍କିମ୍’ ଆରମ୍ଭ କରାଯାଇଛି । ଏହାଦ୍ୱାରା ବିଦେଶୀ କଣ୍ଟେନର ଉପରେ ଭାରତର ନିର୍ଭରଶୀଳତା କମିବ । କ୍ଷୁଦ୍ର ଓ ମଧ୍ୟମ ବ୍ୟବସାୟୀମାନଙ୍କ ବିକାଶ ପାଇଁ ୧୦,୦୦୦ କୋଟି ଟଙ୍କାର ଏକ ‘ସ୍ୱତନ୍ତ୍ର ଗ୍ରୋଥ୍ ଫଣ୍ଡ୍’ ମଧ୍ୟ ଗଠନ କରାଯାଇଛି । <box>17 1543 665 1735</box>
right-column <box>668 72 1334 2331</box>
headline-bhakta: ପଞ୍ଚାୟତ ନିର୍ବାଚନ ନେଇ ବର୍ଷିଲେ ଭକ୍ତ <box>677 82 1244 128</box>
article-naveen <box>6 72 668 1085</box>
headline-naveen-line2: ଉଲ୍ଲେଖନୀୟ ଲାଭ ମିଳିନାହିଁ – ନବୀନ <box>59 135 614 181</box>
portrait-hair <box>444 288 631 381</box>
masthead-bar <box>6 20 1333 67</box>
section-title-remainder: ପ୍ରଥମ ପୃଷ୍ଠାର ଅବଶିଷ୍ଟାଂଶ... <box>19 1028 499 1072</box>
section-label-nisarga-news: ନିସର୍ଗ ଖବର <box>400 33 493 56</box>
article-body-bhakta: ଭୁବନେଶ୍ୱର : ସରକାରୀ ଦଳ ପକ୍ଷରୁ ପଞ୍ଚାୟତ ନିର୍ବାଚନ ଶିଘ୍ର ହେବ ବୋଲି ଇଙ୍ଗିତ ଦିଆଯାଇଥିଲେ ମଧ୍ୟ ସରକାର ଖୋଦ୍ ପଞ୍ଚାୟତ ନିର୍ବାଚନ ନେଇ ଦ୍ୱନ୍ଦରେ ଅଛନ୍ତି । ନିର୍ବାଚନ କମିଶନ ଓ ବିଜେପି ସଭାପତି ମଧ୍ୟରେ ତାଳମେଳ ରହୁନାହିଁ । ପଞ୍ଚାୟତ ନିର୍ବାଚନ କରିବା ପାଇଁ ସରକାରଙ୍କ କ୍ଷମତା ନାହିଁ ବୋଲି କହିଛନ୍ତି ନେଇ ପିସିସି ସଭାପତି । ନିୟମ ଅନୁଯାୟୀ, ପଞ୍ଚାୟତ ନିର୍ବାଚନ ହେବା ଉଚିତ । କିନ୍ତୁ ରାଜ୍ୟ ସରକାର କଲା ଭଳି ଅନୁଭବ ହେଉନଥିବା ସେ କହିଛନ୍ତି । ବିଜେପିକୁ ଟାର୍ଗେଟ କରି ଭକ୍ତ କହିଛନ୍ତି ଯେ ଏ ସରକାର ହେଉଛି ପତନମୁଖି ସରକାର । ବିଭିନ୍ନ କ୍ଷେତ୍ରରେ ଫେଲ ମାରିଛି । ପଞ୍ଚାୟତ ନିର୍ବାଚନ ପାଇଁ କଂଗ୍ରେସ ପ୍ରସ୍ତୁତ ଅଛି । ଉପ ନିର୍ବାଚନରେ କଂଗ୍ରେସ ୨ୟ ସ୍ଥାନରେ ଥିଲା । ନିଜ ଚୌକି ବଞ୍ଚାଇବାକୁ ବିଜେପି ପ୍ରୟାସ କରୁଛି ବୋଲି ଭକ୍ତ କହିଛନ୍ତି । <box>677 141 1331 445</box>
section-label-state-news: ରାଜ୍ୟ ଖବର <box>264 33 361 56</box>
article-world-war <box>668 1318 1334 2316</box>
portrait-shirt <box>421 554 654 632</box>
article-bhakta <box>668 72 1334 451</box>
budget-paragraph: ଯୋଗାଯୋଗ ଓ ସହରୀ ବିକାଶ କ୍ଷେତ୍ରରେ ଏହି ବଜେଟ୍ ଅତି ଗୁରୁତ୍ୱପୂର୍ଣ୍ଣ । ଦେଶରେ ୭ଟି ନୂଆ ହାଇ-ସ୍ପିଡ୍ ରେଳ କରିଡର ଏବଂ ୨୦ଟି ନୂଆ ଜାତୀୟ ଜଳପଥ କାର୍ଯ୍ୟକାରୀ କରିବାକୁ ନିଷ୍ପତ୍ତି ନିଆଯାଇଛି । ବିଶେଷ କରି ୫ ଲକ୍ଷରୁ ଅଧିକ ଜନସଂଖ୍ୟା ଥିବା ସହରଗୁଡ଼ିକୁ ‘ସିଟି ଇକୋନୋମିକ ରିଜିଅନ’ରେ ଅନ୍ତର୍ଭୁକ୍ତ କରାଯାଇଛି, ଯେଉଁଥିରେ ପ୍ରତି ଅଞ୍ଚଳକୁ ୫ ବର୍ଷ ପାଇଁ ୫,୦୦୦ କୋଟି ଟଙ୍କା ମିଳିବ । ଏହି ପାଣ୍ଠି ସହରର ଭିତ୍ତିଭୂମି, ପରିମଳ ଓ ଆଧୁନିକୀ କରଣରେ ଖର୍ଚ୍ଚ ହେବ । <box>17 1742 665 1877</box>
